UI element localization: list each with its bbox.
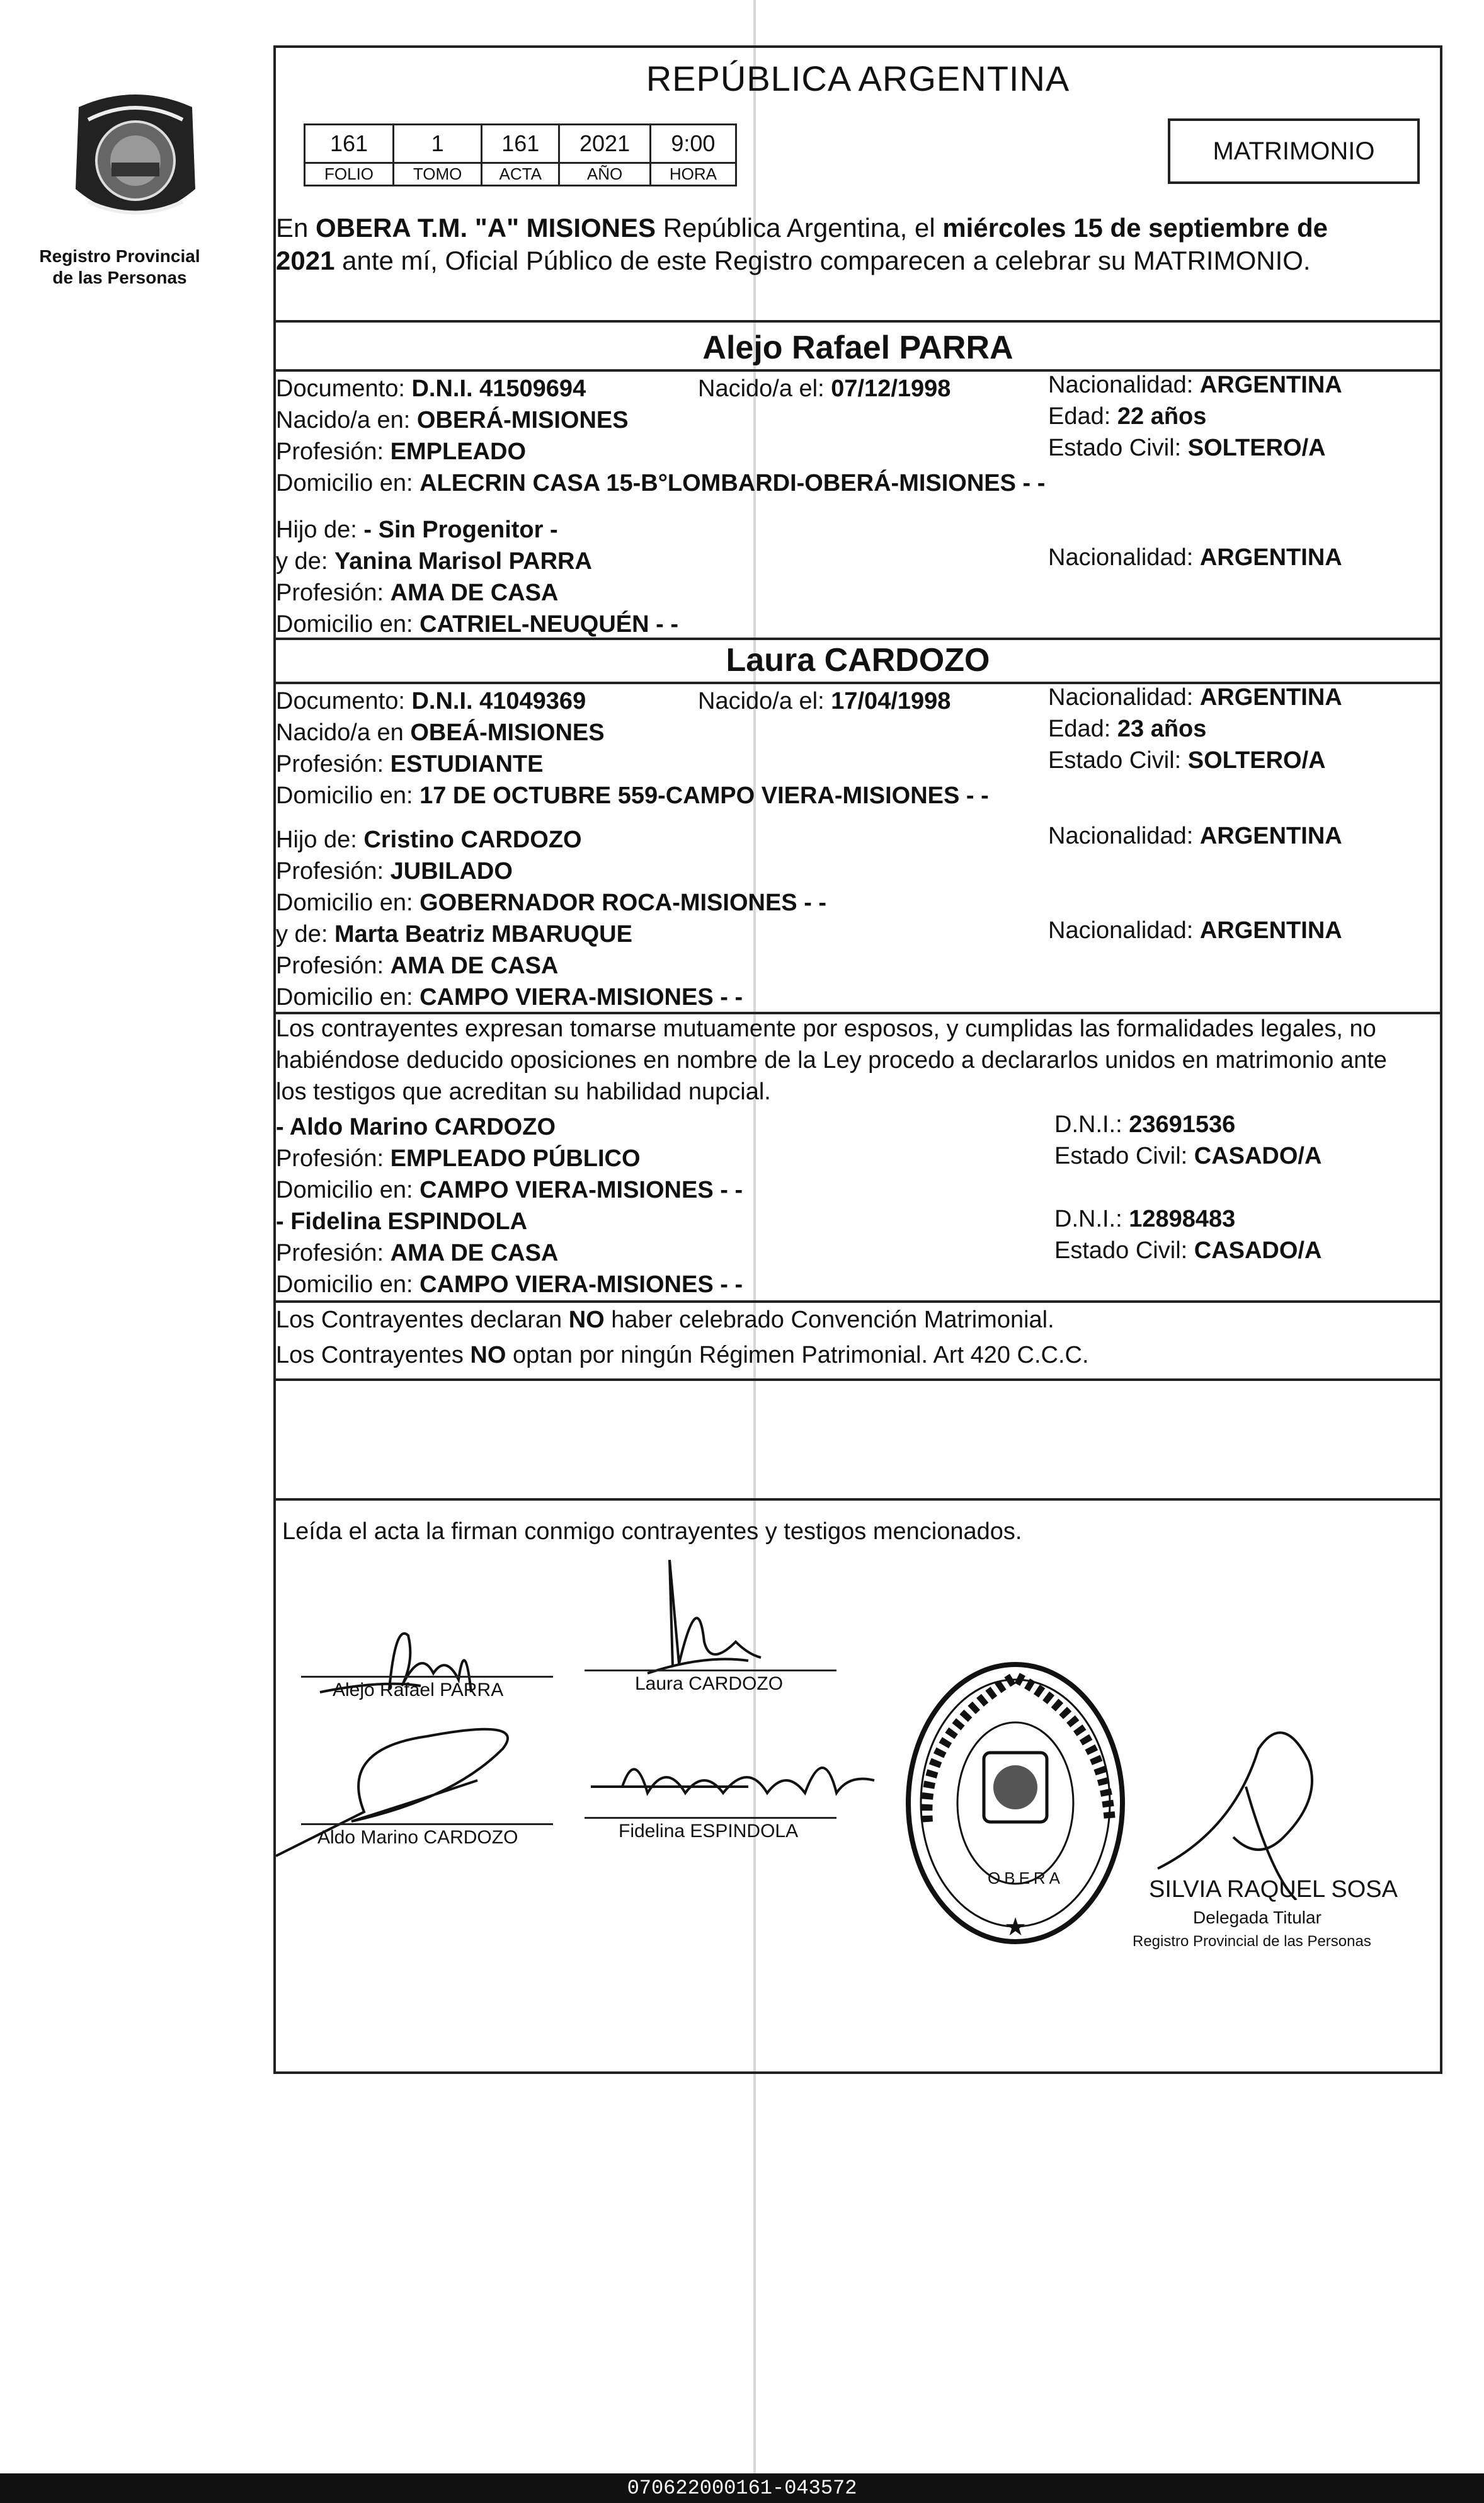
value: CAMPO VIERA-MISIONES - - (420, 984, 743, 1011)
label: Documento: (276, 375, 412, 402)
regime-line-1 (276, 1304, 1054, 1336)
label: Profesión: (276, 438, 391, 465)
value: EMPLEADO PÚBLICO (390, 1145, 641, 1172)
label: Nacido/a el: (698, 688, 831, 714)
label: Estado Civil: (1048, 435, 1188, 461)
value: ALECRIN CASA 15-B°LOMBARDI-OBERÁ-MISIONES - - (420, 470, 1046, 496)
witness2-profession (276, 1237, 558, 1269)
label: Domicilio en: (276, 1177, 420, 1203)
value: EMPLEADO (390, 438, 527, 465)
spouse2-mother-profession (276, 950, 558, 982)
spouse2-father (276, 824, 582, 856)
signature-label-aldo: Aldo Marino CARDOZO (317, 1827, 518, 1848)
hour-label: HORA (650, 163, 736, 186)
spouse2-mother (276, 919, 632, 950)
label: Domicilio en: (276, 984, 420, 1011)
value: CASADO/A (1194, 1237, 1322, 1264)
tomo-label: TOMO (394, 163, 482, 186)
value: Cristino CARDOZO (363, 827, 582, 853)
label: Nacido/a el: (698, 375, 831, 402)
value: 23691536 (1129, 1111, 1236, 1138)
signature-label-fidelina: Fidelina ESPINDOLA (619, 1821, 799, 1841)
province-logo (60, 82, 211, 239)
label: Estado Civil: (1048, 747, 1188, 774)
value: 17/04/1998 (831, 688, 951, 714)
label: Nacido/a en: (276, 407, 417, 433)
divider (276, 638, 1440, 640)
label: Edad: (1048, 716, 1117, 742)
divider (276, 1300, 1440, 1303)
official-title: Delegada Titular (1193, 1908, 1321, 1927)
witness2-dni (1054, 1203, 1235, 1235)
value: ESTUDIANTE (390, 751, 544, 777)
label: Profesión: (276, 1145, 391, 1172)
label: Nacionalidad: (1048, 917, 1200, 944)
intro-year: 2021 (276, 246, 335, 275)
svg-text:★: ★ (1004, 1913, 1027, 1941)
value: SOLTERO/A (1187, 747, 1326, 774)
text: haber celebrado Convención Matrimonial. (604, 1307, 1054, 1333)
value: SOLTERO/A (1187, 435, 1326, 461)
value: Marta Beatriz MBARUQUE (334, 921, 632, 948)
spouse1-mother (276, 546, 592, 577)
declaration-line: Los contrayentes expresan tomarse mutuamente por esposos, y cumplidas las formalidades legales, no (276, 1016, 1376, 1042)
declaration-line: habiéndose deducido oposiciones en nombre de la Ley procedo a declararlos unidos en matrimonio ante (276, 1047, 1387, 1074)
act-type-box (1168, 118, 1420, 184)
value: D.N.I. 41509694 (411, 375, 586, 402)
spouse2-father-address (276, 887, 826, 919)
witness2-address (276, 1269, 743, 1300)
value: OBEÁ-MISIONES (410, 719, 605, 746)
label: y de: (276, 548, 334, 575)
witness1-dni (1054, 1109, 1235, 1140)
spouse2-profession (276, 748, 543, 780)
spouse2-document (276, 685, 586, 717)
act-type: MATRIMONIO (1213, 137, 1375, 165)
label: Nacionalidad: (1048, 823, 1200, 849)
label: Hijo de: (276, 517, 364, 543)
label: y de: (276, 921, 334, 948)
label: Domicilio en: (276, 1271, 420, 1298)
spouse2-address (276, 780, 989, 811)
value: ARGENTINA (1199, 823, 1342, 849)
label: Nacionalidad: (1048, 684, 1200, 711)
value: - Sin Progenitor - (363, 517, 558, 543)
year-value: 2021 (559, 125, 651, 163)
value: CAMPO VIERA-MISIONES - - (420, 1271, 743, 1298)
registry-caption-line2: de las Personas (52, 268, 187, 287)
spouse2-birthplace (276, 717, 605, 748)
signature-label-laura: Laura CARDOZO (635, 1673, 784, 1694)
spouse1-name: Alejo Rafael PARRA (702, 329, 1013, 366)
spouse1-mother-profession (276, 577, 558, 609)
value: CATRIEL-NEUQUÉN - - (420, 611, 679, 638)
divider (276, 320, 1440, 323)
label: Profesión: (276, 1240, 391, 1266)
spouse1-nationality (1048, 369, 1342, 401)
intro-date: miércoles 15 de septiembre de (942, 213, 1328, 243)
label: Hijo de: (276, 827, 364, 853)
intro-paragraph (276, 212, 1328, 277)
value: GOBERNADOR ROCA-MISIONES - - (420, 890, 827, 916)
label: D.N.I.: (1054, 1206, 1129, 1232)
spouse1-father (276, 514, 558, 546)
witness2-name: - Fidelina ESPINDOLA (276, 1208, 528, 1235)
spouse1-mother-address (276, 609, 678, 640)
spouse1-civil-status (1048, 432, 1326, 464)
value: ARGENTINA (1199, 917, 1342, 944)
acta-label: ACTA (482, 163, 559, 186)
closing-statement: Leída el acta la firman conmigo contrayentes y testigos mencionados. (282, 1518, 1022, 1545)
official-name: SILVIA RAQUEL SOSA (1149, 1876, 1398, 1903)
value: ARGENTINA (1199, 684, 1342, 711)
value: AMA DE CASA (390, 580, 559, 606)
divider (276, 1498, 1440, 1501)
hour-value: 9:00 (650, 125, 736, 163)
value: OBERÁ-MISIONES (416, 407, 629, 433)
label: Estado Civil: (1054, 1237, 1194, 1264)
value: 23 años (1117, 716, 1207, 742)
signature-line (301, 1823, 553, 1825)
label: Estado Civil: (1054, 1143, 1194, 1169)
value: CASADO/A (1194, 1143, 1322, 1169)
registry-caption (38, 246, 202, 289)
tomo-value: 1 (394, 125, 482, 163)
declaration-line: los testigos que acreditan su habilidad nupcial. (276, 1079, 771, 1105)
intro-place: OBERA T.M. "A" MISIONES (316, 213, 656, 243)
spouse2-nationality (1048, 682, 1342, 713)
label: Nacido/a en (276, 719, 411, 746)
registry-caption-line1: Registro Provincial (39, 246, 200, 266)
spouse2-civil-status (1048, 745, 1326, 776)
signature-line (585, 1670, 836, 1671)
value: CAMPO VIERA-MISIONES - - (420, 1177, 743, 1203)
divider (276, 1378, 1440, 1381)
text: NO (470, 1342, 506, 1368)
spouse2-age (1048, 713, 1206, 745)
text: optan por ningún Régimen Patrimonial. Art 420 C.C.C. (506, 1342, 1089, 1368)
barcode-number: 070622000161-043572 (627, 2477, 857, 2500)
witness2-civil-status (1054, 1235, 1321, 1266)
spouse1-birthplace (276, 404, 629, 436)
spouse2-father-profession (276, 856, 513, 887)
signature-official (1095, 1711, 1397, 1900)
label: Edad: (1048, 403, 1117, 430)
value: JUBILADO (390, 858, 513, 885)
value: 17 DE OCTUBRE 559-CAMPO VIERA-MISIONES - - (420, 782, 989, 809)
witness1-profession (276, 1143, 641, 1174)
value: 07/12/1998 (831, 375, 951, 402)
signature-line (585, 1817, 836, 1819)
barcode-footer (0, 2473, 1484, 2503)
text: Los Contrayentes declaran (276, 1307, 569, 1333)
signature-label-alejo: Alejo Rafael PARRA (333, 1680, 504, 1700)
label: Nacionalidad: (1048, 372, 1200, 398)
regime-line-2 (276, 1339, 1089, 1371)
label: Domicilio en: (276, 611, 420, 638)
text: NO (568, 1307, 605, 1333)
signature-line (301, 1676, 553, 1678)
marriage-certificate (273, 45, 1442, 2074)
spouse1-mother-nationality (1048, 542, 1342, 573)
label: Nacionalidad: (1048, 544, 1200, 571)
year-label: AÑO (559, 163, 651, 186)
folio-label: FOLIO (305, 163, 394, 186)
text: Los Contrayentes (276, 1342, 471, 1368)
seal-city: OBERA (988, 1869, 1064, 1887)
value: 12898483 (1129, 1206, 1236, 1232)
spouse1-age (1048, 401, 1206, 432)
declaration (276, 1013, 1387, 1108)
label: Domicilio en: (276, 782, 420, 809)
spouse1-profession (276, 436, 526, 467)
value: AMA DE CASA (390, 953, 559, 979)
label: Profesión: (276, 858, 391, 885)
spouse1-address (276, 467, 1045, 499)
witness1-name: - Aldo Marino CARDOZO (276, 1114, 556, 1140)
document-title: REPÚBLICA ARGENTINA (646, 59, 1070, 98)
spouse1-document (276, 373, 586, 404)
value: 22 años (1117, 403, 1207, 430)
folio-value: 161 (305, 125, 394, 163)
label: Profesión: (276, 953, 391, 979)
label: Profesión: (276, 751, 391, 777)
spouse2-mother-address (276, 982, 743, 1013)
witness1-civil-status (1054, 1140, 1321, 1172)
spouse2-name: Laura CARDOZO (726, 642, 990, 679)
intro-text-2: República Argentina, el (656, 213, 943, 243)
label: Domicilio en: (276, 890, 420, 916)
value: ARGENTINA (1199, 544, 1342, 571)
registry-table (304, 123, 737, 186)
witness1-address (276, 1174, 743, 1206)
spouse2-birthdate (698, 685, 950, 717)
label: Domicilio en: (276, 470, 420, 496)
spouse1-birthdate (698, 373, 950, 404)
intro-text-3: ante mí, Oficial Público de este Registro comparecen a celebrar su MATRIMONIO. (334, 246, 1311, 275)
label: Documento: (276, 688, 412, 714)
value: ARGENTINA (1199, 372, 1342, 398)
official-organization: Registro Provincial de las Personas (1133, 1933, 1371, 1950)
value: AMA DE CASA (390, 1240, 559, 1266)
spouse2-father-nationality (1048, 820, 1342, 852)
signature-alejo (295, 1585, 534, 1724)
label: D.N.I.: (1054, 1111, 1129, 1138)
value: D.N.I. 41049369 (411, 688, 586, 714)
value: Yanina Marisol PARRA (334, 548, 592, 575)
intro-text-1: En (276, 213, 316, 243)
spouse2-mother-nationality (1048, 915, 1342, 946)
label: Profesión: (276, 580, 391, 606)
acta-value: 161 (482, 125, 559, 163)
